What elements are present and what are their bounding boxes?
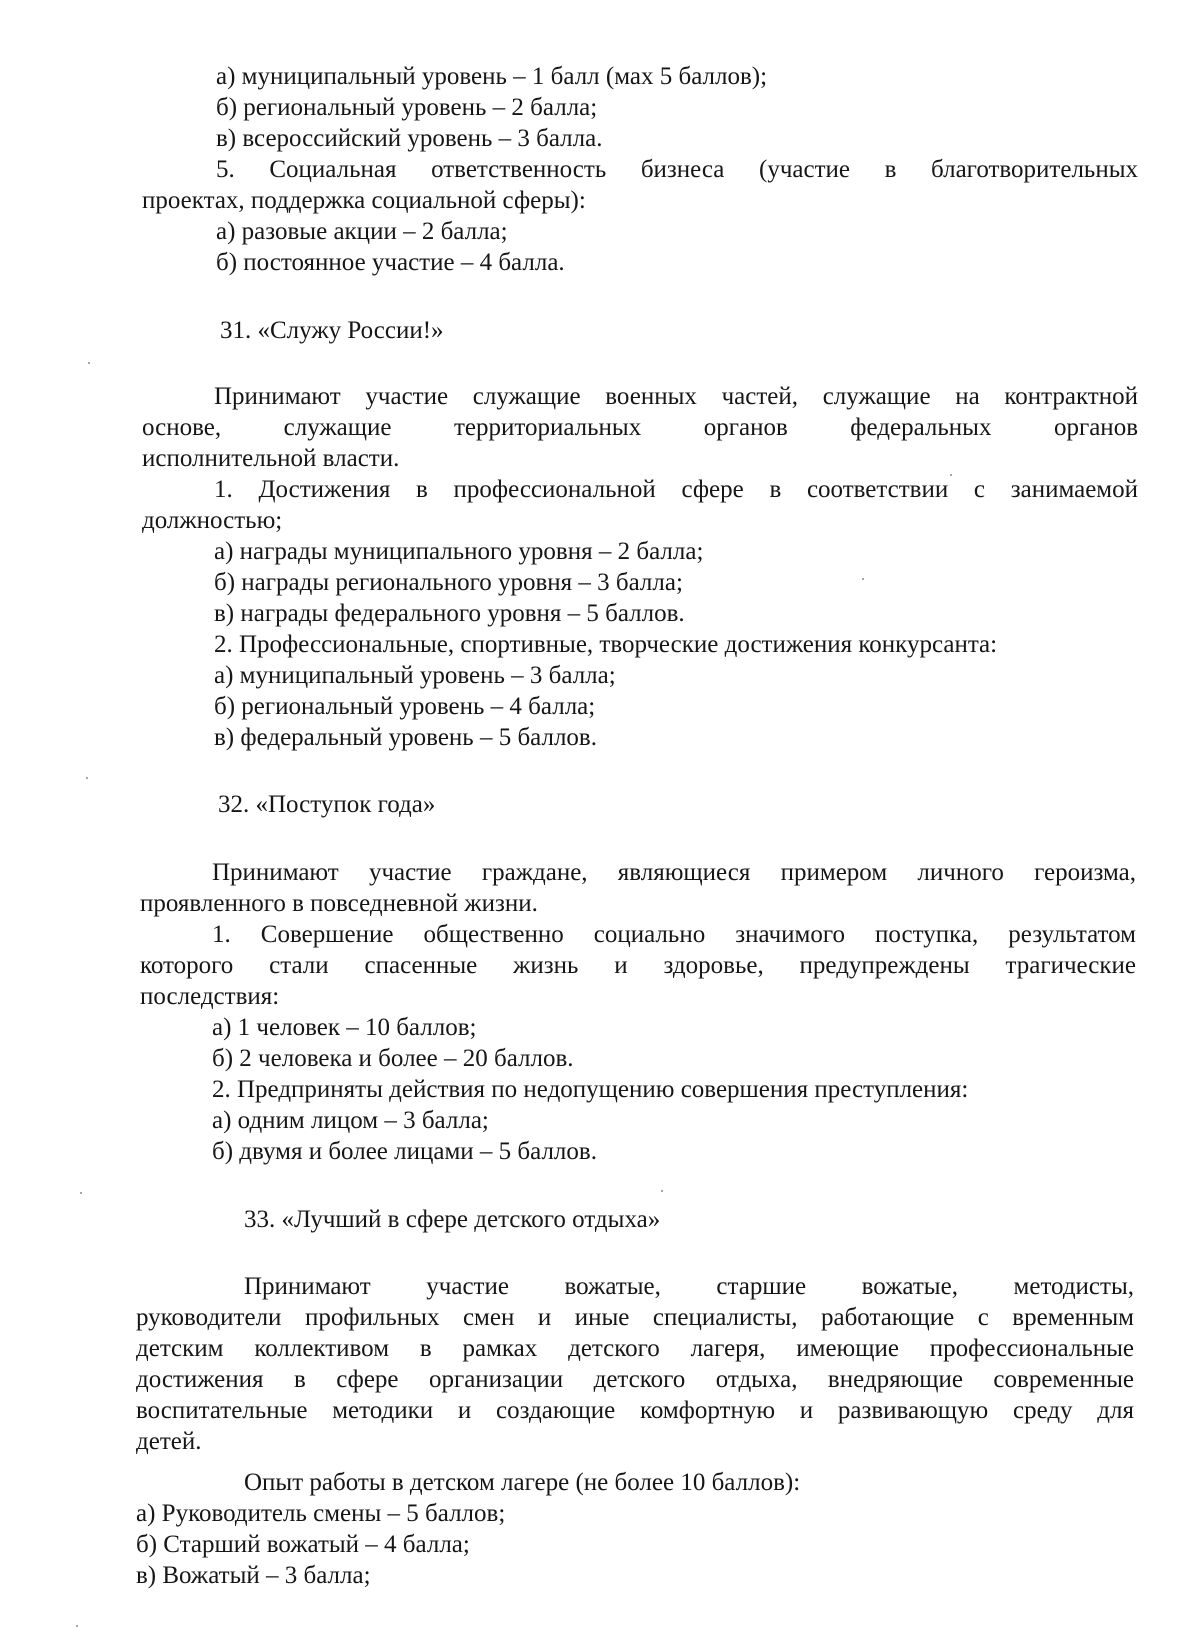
list-item: б) региональный уровень – 2 балла; — [216, 94, 598, 121]
paragraph-line: 2. Профессиональные, спортивные, творческие достижения конкурсанта: — [214, 631, 998, 658]
scan-speck — [80, 1192, 82, 1194]
paragraph-line: детским коллективом в рамках детского лагеря, имеющие профессиональные — [136, 1335, 1134, 1362]
paragraph-line: достижения в сфере организации детского отдыха, внедряющие современные — [136, 1366, 1134, 1393]
list-item: б) награды регионального уровня – 3 балла; — [214, 569, 683, 596]
list-item: а) муниципальный уровень – 3 балла; — [214, 662, 616, 689]
list-item: а) награды муниципального уровня – 2 балла; — [214, 538, 704, 565]
paragraph-line: Принимают участие вожатые, старшие вожатые, методисты, — [244, 1273, 1134, 1300]
paragraph-line: проектах, поддержка социальной сферы): — [142, 187, 586, 214]
paragraph-line: 1. Достижения в профессиональной сфере в соответствии с занимаемой — [214, 476, 1138, 503]
paragraph-line: основе, служащие территориальных органов федеральных органов — [142, 414, 1138, 441]
paragraph-line: должностью; — [142, 507, 283, 534]
list-item: в) федеральный уровень – 5 баллов. — [214, 724, 597, 751]
paragraph-line: 2. Предприняты действия по недопущению совершения преступления: — [212, 1076, 969, 1103]
section-heading-32: 32. «Поступок года» — [218, 791, 436, 818]
paragraph-line: исполнительной власти. — [142, 445, 400, 472]
paragraph-line: детей. — [136, 1428, 202, 1455]
list-item: б) двумя и более лицами – 5 баллов. — [212, 1138, 597, 1165]
list-item: а) муниципальный уровень – 1 балл (мах 5 баллов); — [216, 63, 768, 90]
paragraph-line: 5. Социальная ответственность бизнеса (участие в благотворительных — [216, 156, 1138, 183]
list-item: б) 2 человека и более – 20 баллов. — [212, 1045, 574, 1072]
paragraph-line: Принимают участие граждане, являющиеся примером личного героизма, — [212, 859, 1136, 886]
scan-speck — [88, 362, 90, 364]
list-item: а) 1 человек – 10 баллов; — [212, 1014, 477, 1041]
paragraph-line: последствия: — [140, 983, 280, 1010]
paragraph-line: 1. Совершение общественно социально значимого поступка, результатом — [212, 921, 1136, 948]
scan-speck — [862, 578, 864, 580]
paragraph-line: Опыт работы в детском лагере (не более 10 баллов): — [244, 1469, 801, 1496]
scan-speck — [76, 1625, 78, 1627]
list-item: б) Старший вожатый – 4 балла; — [136, 1531, 470, 1558]
paragraph-line: проявленного в повседневной жизни. — [140, 890, 538, 917]
paragraph-line: воспитательные методики и создающие комфортную и развивающую среду для — [136, 1397, 1134, 1424]
list-item: а) одним лицом – 3 балла; — [212, 1107, 489, 1134]
scan-speck — [950, 474, 952, 476]
paragraph-line: руководители профильных смен и иные специалисты, работающие с временным — [136, 1304, 1134, 1331]
list-item: в) всероссийский уровень – 3 балла. — [216, 125, 603, 152]
list-item: б) постоянное участие – 4 балла. — [216, 249, 565, 276]
section-heading-33: 33. «Лучший в сфере детского отдыха» — [244, 1206, 661, 1233]
paragraph-line: Принимают участие служащие военных частей, служащие на контрактной — [214, 383, 1138, 410]
list-item: а) Руководитель смены – 5 баллов; — [136, 1500, 506, 1527]
paragraph-line: которого стали спасенные жизнь и здоровье, предупреждены трагические — [140, 952, 1136, 979]
section-heading-31: 31. «Служу России!» — [220, 317, 444, 344]
scan-speck — [661, 1190, 663, 1192]
list-item: а) разовые акции – 2 балла; — [216, 218, 508, 245]
list-item: в) награды федерального уровня – 5 баллов. — [214, 600, 685, 627]
list-item: б) региональный уровень – 4 балла; — [214, 693, 596, 720]
list-item: в) Вожатый – 3 балла; — [136, 1562, 371, 1589]
scan-speck — [86, 777, 88, 779]
